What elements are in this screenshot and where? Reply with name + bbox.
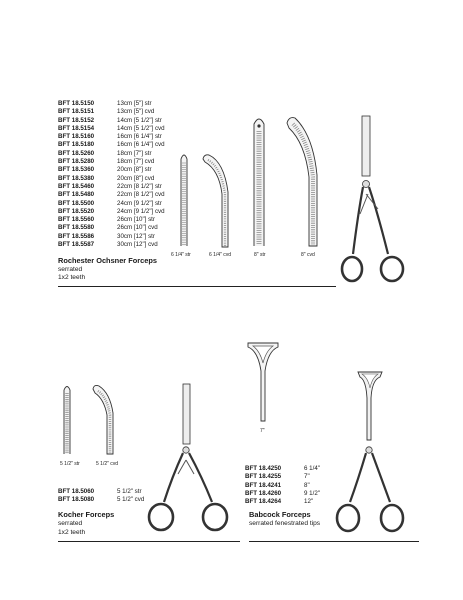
jaw-tip-curved-small-illustration: [200, 152, 234, 248]
product-note: serrated: [58, 520, 83, 527]
product-row: [245, 482, 320, 490]
size-caption: 8" str: [254, 252, 266, 258]
product-code: BFT 18.5587: [58, 241, 95, 249]
product-row: [58, 488, 144, 496]
product-code: BFT 18.4264: [245, 498, 282, 506]
product-code: BFT 18.5586: [58, 232, 95, 240]
product-code-list: [245, 465, 320, 506]
product-code: BFT 18.4260: [245, 489, 282, 497]
product-size: 16cm [6 1/4"] cvd: [117, 141, 165, 149]
product-row: [58, 141, 165, 149]
product-size: 12": [304, 498, 314, 506]
product-row: [58, 100, 165, 108]
jaw-tip-curved-illustration: [90, 383, 118, 455]
product-size: 13cm [5"] str: [117, 100, 152, 107]
size-caption: 8" cvd: [301, 252, 315, 258]
product-code: BFT 18.5580: [58, 224, 95, 232]
product-size: 7": [304, 473, 310, 481]
product-size: 22cm [8 1/2"] cvd: [117, 191, 165, 199]
product-row: [58, 108, 165, 116]
product-row: [58, 175, 165, 183]
product-row: [58, 125, 165, 133]
product-size: 30cm [12"] cvd: [117, 241, 158, 249]
product-row: [58, 158, 165, 166]
product-code: BFT 18.5160: [58, 133, 95, 141]
product-title: Kocher Forceps: [58, 510, 115, 519]
product-title: Babcock Forceps: [249, 510, 311, 519]
product-row: [58, 208, 165, 216]
jaw-tip-straight-large-illustration: [251, 115, 267, 247]
product-size: 18cm [7"] cvd: [117, 158, 155, 166]
product-size: 18cm [7"] str: [117, 149, 152, 157]
rochester-ochsner-forceps-illustration: [338, 114, 418, 294]
product-code: BFT 18.5380: [58, 174, 95, 182]
product-row: [58, 224, 165, 232]
product-code: BFT 18.4255: [245, 473, 282, 481]
product-note: 1x2 teeth: [58, 274, 86, 281]
product-size: 14cm [5 1/2"] cvd: [117, 124, 165, 132]
divider: [58, 541, 240, 542]
product-code: BFT 18.5480: [58, 191, 95, 199]
product-size: 9 1/2": [304, 489, 320, 497]
product-row: [58, 166, 165, 174]
product-note: 1x2 teeth: [58, 529, 86, 536]
product-size: 30cm [12"] str: [117, 232, 155, 240]
product-row: [58, 183, 165, 191]
jaw-tip-fenestrated-illustration: [246, 341, 280, 423]
size-caption: 5 1/2" cvd: [96, 461, 119, 467]
product-row: [58, 150, 165, 158]
product-row: [245, 465, 320, 473]
product-code: BFT 18.5560: [58, 216, 95, 224]
size-caption: 6 1/4" cvd: [209, 252, 232, 258]
product-code: BFT 18.4241: [245, 481, 282, 489]
product-code: BFT 18.5520: [58, 207, 95, 215]
product-code: BFT 18.4250: [245, 465, 282, 472]
product-code: BFT 18.5080: [58, 496, 95, 504]
product-row: [58, 200, 165, 208]
product-code: BFT 18.5360: [58, 166, 95, 174]
product-code: BFT 18.5152: [58, 116, 95, 124]
jaw-tip-curved-large-illustration: [283, 115, 323, 247]
jaw-tip-straight-illustration: [61, 383, 73, 455]
product-size: 24cm [9 1/2"] str: [117, 199, 162, 207]
product-size: 20cm [8"] cvd: [117, 174, 155, 182]
product-row: [58, 241, 165, 249]
product-size: 8": [304, 481, 310, 489]
product-size: 5 1/2" cvd: [117, 496, 145, 504]
product-row: [58, 133, 165, 141]
product-code: BFT 18.5500: [58, 199, 95, 207]
divider: [249, 541, 419, 542]
size-caption: 7": [260, 428, 265, 434]
product-code: BFT 18.5150: [58, 100, 95, 107]
product-row: [245, 473, 320, 481]
product-row: [58, 117, 165, 125]
product-code-list: [58, 488, 144, 505]
product-size: 26cm [10"] str: [117, 216, 155, 224]
product-row: [245, 490, 320, 498]
product-size: 22cm [8 1/2"] str: [117, 182, 162, 190]
product-code: BFT 18.5180: [58, 141, 95, 149]
size-caption: 6 1/4" str: [171, 252, 191, 258]
product-size: 14cm [5 1/2"] str: [117, 116, 162, 124]
kocher-forceps-illustration: [142, 382, 232, 542]
product-code: BFT 18.5154: [58, 124, 95, 132]
product-code: BFT 18.5460: [58, 182, 95, 190]
product-row: [58, 496, 144, 504]
product-code: BFT 18.5280: [58, 158, 95, 166]
product-note: serrated fenestrated tips: [249, 520, 321, 527]
product-size: 16cm [6 1/4"] str: [117, 133, 162, 141]
product-size: 20cm [8"] str: [117, 166, 152, 174]
product-size: 6 1/4": [304, 465, 320, 472]
product-size: 26cm [10"] cvd: [117, 224, 158, 232]
product-code-list: [58, 100, 165, 249]
product-row: [58, 216, 165, 224]
product-title: Rochester Ochsner Forceps: [58, 256, 157, 265]
product-code: BFT 18.5151: [58, 108, 95, 116]
product-size: 5 1/2" str: [117, 488, 142, 495]
size-caption: 5 1/2" str: [60, 461, 80, 467]
product-size: 24cm [9 1/2"] cvd: [117, 207, 165, 215]
product-size: 13cm [5"] cvd: [117, 108, 155, 116]
babcock-forceps-illustration: [330, 370, 410, 540]
product-row: [245, 498, 320, 506]
divider: [58, 286, 336, 287]
product-row: [58, 191, 165, 199]
product-note: serrated: [58, 266, 83, 273]
product-code: BFT 18.5060: [58, 488, 95, 495]
jaw-tip-straight-small-illustration: [177, 151, 191, 247]
product-code: BFT 18.5260: [58, 149, 95, 157]
product-row: [58, 233, 165, 241]
